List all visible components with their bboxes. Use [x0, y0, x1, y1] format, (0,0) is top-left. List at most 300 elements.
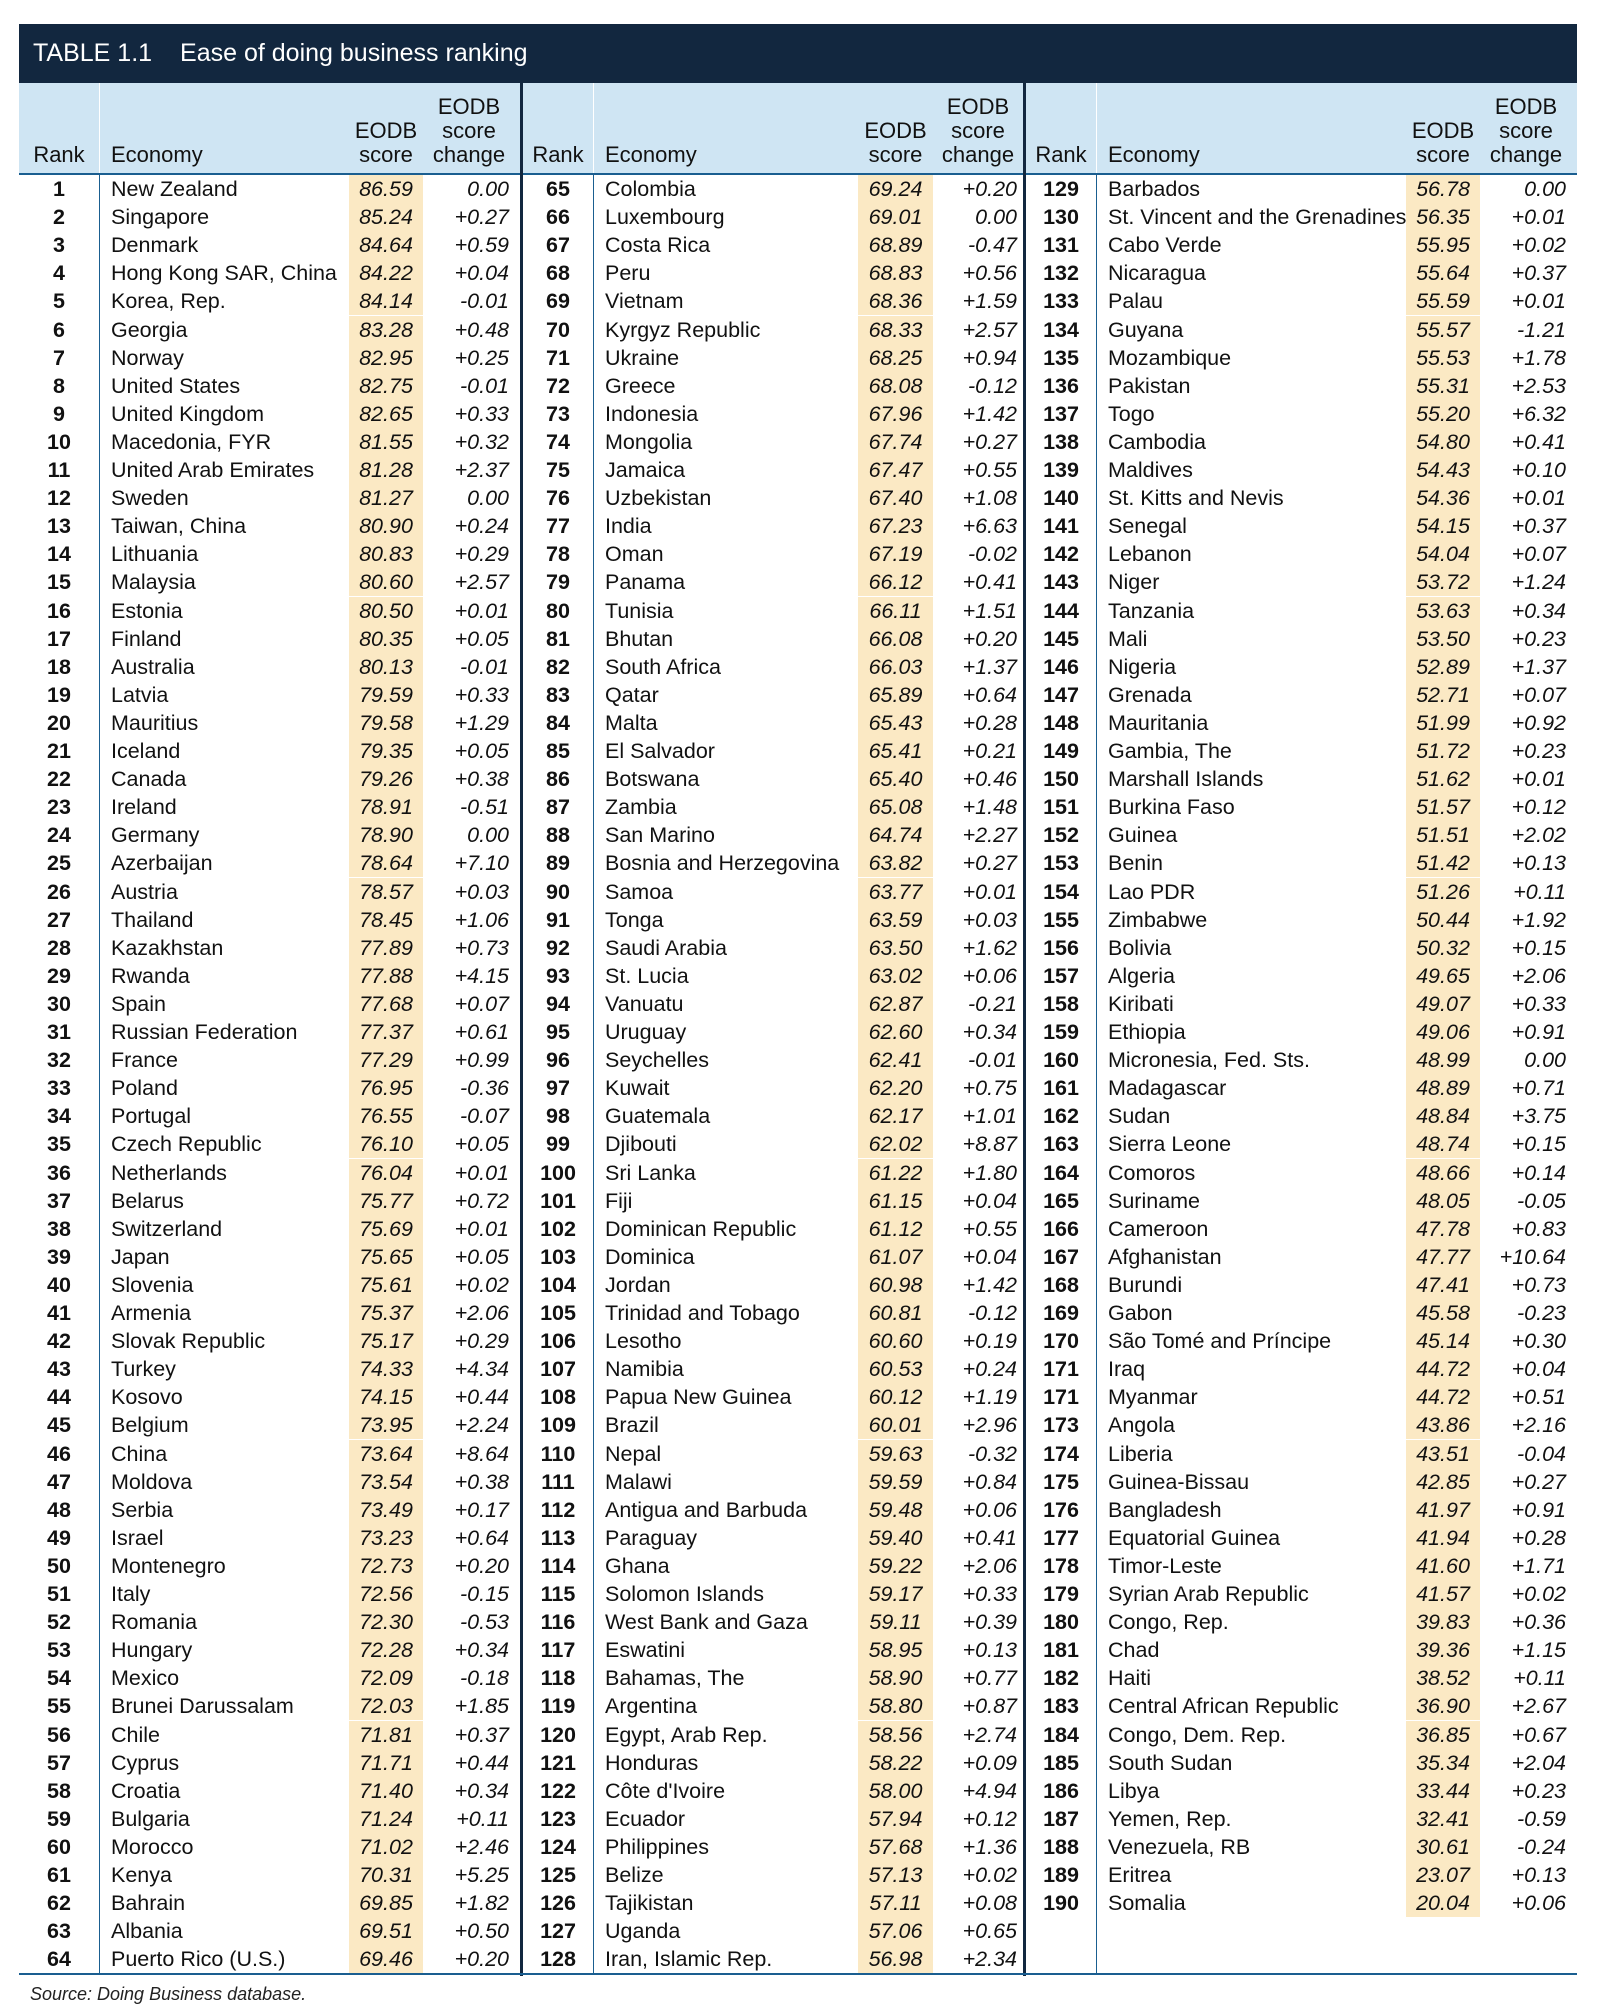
- table-row: [523, 1861, 1023, 1889]
- economy-cell: Hong Kong SAR, China: [111, 261, 337, 286]
- table-row: [523, 765, 1023, 793]
- economy-cell: Bahrain: [111, 1891, 186, 1916]
- table-row: [19, 512, 520, 540]
- score-change-cell: +1.06: [454, 907, 509, 932]
- score-cell: 76.04: [349, 1159, 423, 1187]
- table-row: [523, 821, 1023, 849]
- score-change-cell: -0.05: [1516, 1188, 1566, 1213]
- score-change-cell: +1.48: [962, 795, 1017, 820]
- economy-cell: Malaysia: [111, 570, 196, 595]
- economy-cell: Suriname: [1108, 1188, 1201, 1213]
- rank-cell: 157: [1043, 963, 1079, 988]
- rank-cell: 19: [47, 682, 71, 707]
- table-row: [523, 1074, 1023, 1102]
- score-change-cell: +2.06: [454, 1301, 509, 1325]
- economy-cell: Burkina Faso: [1108, 795, 1235, 820]
- header-rank: Rank: [1035, 142, 1087, 167]
- table-row: [1026, 400, 1577, 428]
- score-change-cell: +0.44: [454, 1750, 509, 1775]
- header-score-change: EODB score change: [432, 94, 506, 167]
- score-cell: 72.30: [349, 1608, 423, 1636]
- economy-cell: Trinidad and Tobago: [605, 1301, 800, 1325]
- table-row: [1026, 709, 1577, 737]
- rank-cell: 47: [47, 1469, 71, 1494]
- score-change-cell: +0.25: [454, 345, 509, 370]
- table-row: [19, 849, 520, 877]
- score-cell: 56.78: [1406, 175, 1480, 203]
- score-cell: 58.22: [858, 1749, 933, 1777]
- score-change-cell: -0.51: [459, 795, 509, 820]
- score-cell: 77.37: [349, 1018, 423, 1046]
- score-cell: 80.83: [349, 540, 423, 568]
- score-change-cell: 0.00: [1524, 177, 1566, 201]
- score-cell: 20.04: [1406, 1889, 1480, 1917]
- score-change-cell: +0.34: [454, 1778, 509, 1803]
- rank-cell: 26: [47, 879, 71, 904]
- score-cell: 84.14: [349, 287, 423, 315]
- economy-cell: Guatemala: [605, 1104, 711, 1129]
- economy-cell: Fiji: [605, 1188, 633, 1213]
- table-row: [523, 1130, 1023, 1158]
- rank-cell: 138: [1043, 429, 1079, 454]
- score-cell: 68.08: [858, 372, 933, 400]
- score-change-cell: +0.15: [1511, 1132, 1566, 1157]
- rank-cell: 23: [47, 795, 71, 820]
- score-cell: 49.06: [1406, 1018, 1480, 1046]
- economy-cell: Azerbaijan: [111, 851, 213, 876]
- score-cell: 57.13: [858, 1861, 933, 1889]
- score-change-cell: +0.38: [454, 767, 509, 792]
- score-change-cell: +1.59: [962, 289, 1017, 314]
- economy-cell: Ethiopia: [1108, 1020, 1186, 1044]
- economy-cell: Moldova: [111, 1469, 193, 1494]
- economy-cell: San Marino: [605, 823, 715, 848]
- rank-cell: 117: [540, 1638, 576, 1663]
- rank-cell: 111: [541, 1469, 575, 1494]
- score-change-cell: +2.74: [962, 1722, 1017, 1747]
- economy-cell: Myanmar: [1108, 1385, 1198, 1410]
- economy-cell: Dominican Republic: [605, 1216, 797, 1241]
- score-cell: 58.90: [858, 1664, 933, 1692]
- table-row: [19, 1018, 520, 1046]
- score-change-cell: +0.17: [454, 1497, 509, 1522]
- table-row: [1026, 1833, 1577, 1861]
- table-row: [523, 597, 1023, 625]
- score-cell: 65.08: [858, 793, 933, 821]
- rank-cell: 130: [1043, 205, 1079, 230]
- rank-cell: 141: [1043, 514, 1079, 539]
- rank-cell: 186: [1043, 1778, 1079, 1803]
- score-cell: 63.82: [858, 849, 933, 877]
- score-cell: 48.89: [1406, 1074, 1480, 1102]
- score-change-cell: +0.07: [454, 991, 509, 1016]
- score-cell: 80.35: [349, 625, 423, 653]
- economy-cell: Solomon Islands: [605, 1582, 764, 1606]
- score-cell: 80.50: [349, 597, 423, 625]
- score-cell: 68.25: [858, 344, 933, 372]
- score-cell: 69.46: [349, 1945, 423, 1973]
- score-change-cell: +0.37: [1511, 261, 1566, 286]
- score-cell: 44.72: [1406, 1383, 1480, 1411]
- score-change-cell: +0.44: [454, 1385, 509, 1410]
- score-cell: 50.44: [1406, 906, 1480, 934]
- economy-cell: Dominica: [605, 1244, 695, 1269]
- rank-cell: 30: [47, 991, 71, 1016]
- score-cell: 51.62: [1406, 765, 1480, 793]
- economy-cell: Estonia: [111, 598, 183, 623]
- score-change-cell: +0.01: [454, 598, 509, 623]
- rank-cell: 139: [1043, 458, 1079, 482]
- rank-cell: 112: [540, 1497, 576, 1522]
- rank-cell: 107: [540, 1357, 576, 1382]
- score-change-cell: 0.00: [467, 823, 509, 848]
- economy-cell: Chad: [1108, 1638, 1160, 1663]
- rank-cell: 74: [546, 429, 570, 454]
- economy-cell: Jordan: [605, 1272, 671, 1297]
- score-cell: 54.15: [1406, 512, 1480, 540]
- economy-cell: Mauritania: [1108, 710, 1209, 735]
- economy-cell: Tunisia: [605, 598, 674, 623]
- economy-cell: Lithuania: [111, 542, 199, 567]
- score-cell: 62.02: [858, 1130, 933, 1158]
- economy-cell: Cambodia: [1108, 429, 1206, 454]
- table-row: [1026, 1243, 1577, 1271]
- score-cell: 82.95: [349, 344, 423, 372]
- table-row: [523, 1805, 1023, 1833]
- rank-cell: 71: [546, 345, 570, 370]
- score-cell: 43.51: [1406, 1440, 1480, 1468]
- score-cell: 58.56: [858, 1721, 933, 1749]
- score-change-cell: +1.29: [454, 710, 509, 735]
- rank-cell: 16: [47, 598, 71, 623]
- score-change-cell: +2.02: [1511, 823, 1566, 848]
- score-cell: 30.61: [1406, 1833, 1480, 1861]
- rank-cell: 55: [47, 1694, 71, 1719]
- table-row: [19, 1468, 520, 1496]
- score-cell: 80.13: [349, 653, 423, 681]
- table-row: [19, 1721, 520, 1749]
- score-cell: 56.35: [1406, 203, 1480, 231]
- score-change-cell: +0.37: [1511, 514, 1566, 539]
- rank-cell: 169: [1043, 1301, 1079, 1325]
- rank-cell: 135: [1043, 345, 1079, 370]
- economy-cell: Pakistan: [1108, 373, 1191, 398]
- table-row: [1026, 1018, 1577, 1046]
- score-cell: 53.72: [1406, 568, 1480, 596]
- score-cell: 54.43: [1406, 456, 1480, 484]
- economy-cell: Togo: [1108, 401, 1155, 426]
- score-change-cell: +0.06: [1511, 1891, 1566, 1916]
- rank-cell: 106: [540, 1329, 576, 1354]
- economy-cell: Sri Lanka: [605, 1160, 696, 1185]
- score-cell: 60.12: [858, 1383, 933, 1411]
- economy-cell: Madagascar: [1108, 1076, 1227, 1101]
- score-change-cell: +1.24: [1511, 570, 1566, 595]
- score-change-cell: +0.29: [454, 1329, 509, 1354]
- score-cell: 42.85: [1406, 1468, 1480, 1496]
- rank-cell: 86: [546, 767, 570, 792]
- economy-cell: Micronesia, Fed. Sts.: [1108, 1048, 1310, 1073]
- rank-cell: 154: [1043, 879, 1079, 904]
- score-change-cell: +2.96: [962, 1413, 1017, 1438]
- rank-cell: 53: [47, 1638, 71, 1663]
- score-cell: 55.59: [1406, 287, 1480, 315]
- score-cell: 59.59: [858, 1468, 933, 1496]
- table-row: [1026, 1187, 1577, 1215]
- score-cell: 33.44: [1406, 1777, 1480, 1805]
- rank-cell: 72: [546, 373, 570, 398]
- economy-cell: Malawi: [605, 1469, 672, 1494]
- score-cell: 48.74: [1406, 1130, 1480, 1158]
- economy-cell: Uzbekistan: [605, 486, 712, 511]
- rank-cell: 22: [47, 767, 71, 792]
- rank-cell: 98: [546, 1104, 570, 1129]
- rank-cell: 160: [1043, 1048, 1079, 1073]
- table-row: [1026, 1664, 1577, 1692]
- score-cell: 54.36: [1406, 484, 1480, 512]
- economy-cell: Spain: [111, 991, 166, 1016]
- table-row: [523, 316, 1023, 344]
- economy-cell: St. Kitts and Nevis: [1108, 486, 1284, 511]
- rank-cell: 171: [1043, 1357, 1079, 1382]
- rank-cell: 189: [1043, 1863, 1079, 1887]
- economy-cell: West Bank and Gaza: [605, 1610, 808, 1635]
- rank-cell: 178: [1043, 1553, 1079, 1578]
- score-change-cell: +0.27: [962, 429, 1017, 454]
- score-change-cell: 0.00: [975, 205, 1017, 230]
- table-row: [1026, 428, 1577, 456]
- rank-cell: 27: [47, 907, 71, 932]
- score-change-cell: +0.29: [454, 542, 509, 567]
- table-row: [19, 203, 520, 231]
- table-row: [1026, 512, 1577, 540]
- score-change-cell: +1.19: [962, 1385, 1017, 1410]
- table-row: [19, 568, 520, 596]
- score-change-cell: +0.12: [1511, 795, 1566, 820]
- table-row: [523, 1777, 1023, 1805]
- score-change-cell: +0.05: [454, 1132, 509, 1157]
- score-cell: 86.59: [349, 175, 423, 203]
- score-cell: 39.36: [1406, 1636, 1480, 1664]
- score-change-cell: +0.04: [454, 261, 509, 286]
- score-change-cell: +0.34: [454, 1638, 509, 1663]
- economy-cell: Ecuador: [605, 1806, 686, 1831]
- score-cell: 38.52: [1406, 1664, 1480, 1692]
- score-change-cell: +0.38: [454, 1469, 509, 1494]
- score-change-cell: +1.42: [962, 1272, 1017, 1297]
- score-cell: 72.28: [349, 1636, 423, 1664]
- rank-cell: 121: [540, 1750, 576, 1775]
- rank-cell: 58: [47, 1778, 71, 1803]
- rank-cell: 101: [540, 1188, 576, 1213]
- table-row: [523, 1524, 1023, 1552]
- table-row: [19, 428, 520, 456]
- economy-cell: Mongolia: [605, 429, 693, 454]
- economy-cell: Kazakhstan: [111, 935, 224, 960]
- score-change-cell: +0.83: [1511, 1216, 1566, 1241]
- economy-cell: Bosnia and Herzegovina: [605, 851, 840, 876]
- table-row: [19, 372, 520, 400]
- score-change-cell: +0.05: [454, 739, 509, 763]
- rank-cell: 7: [53, 345, 65, 370]
- rank-cell: 43: [47, 1357, 71, 1382]
- economy-cell: Palau: [1108, 289, 1163, 314]
- rank-cell: 147: [1043, 682, 1079, 707]
- score-cell: 63.59: [858, 906, 933, 934]
- rank-cell: 18: [47, 654, 71, 679]
- economy-cell: Morocco: [111, 1834, 194, 1859]
- rank-cell: 127: [540, 1919, 576, 1944]
- rank-cell: 31: [47, 1020, 71, 1044]
- rank-cell: 97: [546, 1076, 570, 1101]
- score-cell: 76.55: [349, 1102, 423, 1130]
- rank-cell: 13: [47, 514, 71, 539]
- rank-cell: 181: [1043, 1638, 1079, 1663]
- economy-cell: Belize: [605, 1863, 664, 1887]
- rank-cell: 1: [53, 177, 65, 201]
- score-change-cell: +0.71: [1511, 1076, 1566, 1101]
- table-row: [523, 540, 1023, 568]
- economy-cell: United Kingdom: [111, 401, 264, 426]
- score-cell: 63.77: [858, 878, 933, 906]
- score-change-cell: -0.47: [967, 233, 1017, 258]
- economy-cell: Liberia: [1108, 1441, 1173, 1466]
- economy-cell: India: [605, 514, 652, 539]
- economy-cell: Niger: [1108, 570, 1160, 595]
- rank-cell: 156: [1043, 935, 1079, 960]
- economy-cell: Maldives: [1108, 458, 1193, 482]
- economy-cell: Hungary: [111, 1638, 193, 1663]
- economy-cell: Czech Republic: [111, 1132, 262, 1157]
- score-cell: 55.53: [1406, 344, 1480, 372]
- table-title-bar: [19, 24, 1577, 83]
- rank-cell: 52: [47, 1610, 71, 1635]
- economy-cell: France: [111, 1048, 178, 1073]
- table-row: [1026, 990, 1577, 1018]
- rank-cell: 184: [1043, 1722, 1079, 1747]
- rank-cell: 110: [540, 1441, 576, 1466]
- rank-cell: 161: [1043, 1076, 1079, 1101]
- score-change-cell: -0.04: [1516, 1441, 1566, 1466]
- economy-cell: Qatar: [605, 682, 659, 707]
- economy-cell: Tonga: [605, 907, 664, 932]
- score-cell: 78.57: [349, 878, 423, 906]
- table-row: [19, 1664, 520, 1692]
- table-row: [19, 1861, 520, 1889]
- rank-cell: 158: [1043, 991, 1079, 1016]
- score-change-cell: +0.41: [1511, 429, 1566, 454]
- score-change-cell: +0.14: [1511, 1160, 1566, 1185]
- score-change-cell: +1.85: [454, 1694, 509, 1719]
- score-change-cell: +0.72: [454, 1188, 509, 1213]
- economy-cell: St. Lucia: [605, 963, 689, 988]
- score-cell: 78.90: [349, 821, 423, 849]
- table-row: [1026, 175, 1577, 203]
- economy-cell: São Tomé and Príncipe: [1108, 1329, 1332, 1354]
- economy-cell: Eswatini: [605, 1638, 686, 1663]
- score-change-cell: 0.00: [467, 177, 509, 201]
- rank-cell: 166: [1043, 1216, 1079, 1241]
- economy-cell: Congo, Dem. Rep.: [1108, 1722, 1287, 1747]
- table-row: [1026, 906, 1577, 934]
- score-change-cell: +4.34: [454, 1357, 509, 1382]
- score-change-cell: +0.99: [454, 1048, 509, 1073]
- score-change-cell: +0.77: [962, 1666, 1017, 1691]
- score-cell: 45.14: [1406, 1327, 1480, 1355]
- table-row: [1026, 1046, 1577, 1074]
- table-row: [1026, 681, 1577, 709]
- score-cell: 48.05: [1406, 1187, 1480, 1215]
- economy-cell: Bangladesh: [1108, 1497, 1222, 1522]
- table-row: [1026, 1608, 1577, 1636]
- economy-cell: Canada: [111, 767, 187, 792]
- score-cell: 59.48: [858, 1496, 933, 1524]
- score-cell: 66.11: [858, 597, 933, 625]
- economy-cell: Zambia: [605, 795, 677, 820]
- rank-cell: 85: [546, 739, 570, 763]
- table-row: [523, 1833, 1023, 1861]
- score-cell: 48.84: [1406, 1102, 1480, 1130]
- economy-cell: Comoros: [1108, 1160, 1196, 1185]
- score-change-cell: +0.03: [962, 907, 1017, 932]
- table-row: [1026, 597, 1577, 625]
- economy-cell: Samoa: [605, 879, 674, 904]
- score-cell: 44.72: [1406, 1355, 1480, 1383]
- rank-cell: 68: [546, 261, 570, 286]
- score-change-cell: +3.75: [1511, 1104, 1566, 1129]
- table-row: [1026, 1327, 1577, 1355]
- table-row: [1026, 1130, 1577, 1158]
- economy-cell: Bhutan: [605, 626, 674, 651]
- table-row: [1026, 1411, 1577, 1439]
- rank-cell: 143: [1043, 570, 1079, 595]
- score-change-cell: -1.21: [1516, 317, 1566, 342]
- rank-cell: 45: [47, 1413, 71, 1438]
- rank-cell: 35: [47, 1132, 71, 1157]
- score-cell: 47.78: [1406, 1215, 1480, 1243]
- score-cell: 67.23: [858, 512, 933, 540]
- table-row: [1026, 1355, 1577, 1383]
- rank-cell: 96: [546, 1048, 570, 1073]
- table-row: [523, 1159, 1023, 1187]
- score-change-cell: +8.64: [454, 1441, 509, 1466]
- economy-cell: Slovenia: [111, 1272, 194, 1297]
- rank-cell: 93: [546, 963, 570, 988]
- rank-cell: 65: [546, 177, 570, 201]
- table-row: [19, 484, 520, 512]
- header-score: EODB score: [354, 118, 418, 167]
- score-cell: 62.60: [858, 1018, 933, 1046]
- score-change-cell: +0.05: [454, 626, 509, 651]
- score-cell: 54.80: [1406, 428, 1480, 456]
- rank-cell: 79: [546, 570, 570, 595]
- table-row: [1026, 1889, 1577, 1917]
- score-cell: 78.45: [349, 906, 423, 934]
- economy-cell: Peru: [605, 261, 651, 286]
- score-cell: 56.98: [858, 1945, 933, 1973]
- table-row: [19, 175, 520, 203]
- rank-cell: 163: [1043, 1132, 1079, 1157]
- score-change-cell: +0.33: [454, 401, 509, 426]
- score-cell: 59.22: [858, 1552, 933, 1580]
- rank-cell: 187: [1043, 1806, 1079, 1831]
- score-change-cell: +0.20: [962, 177, 1017, 201]
- score-change-cell: +2.57: [454, 570, 509, 595]
- economy-cell: Denmark: [111, 233, 199, 258]
- score-change-cell: -0.15: [459, 1582, 509, 1606]
- score-cell: 51.57: [1406, 793, 1480, 821]
- rank-cell: 70: [546, 317, 570, 342]
